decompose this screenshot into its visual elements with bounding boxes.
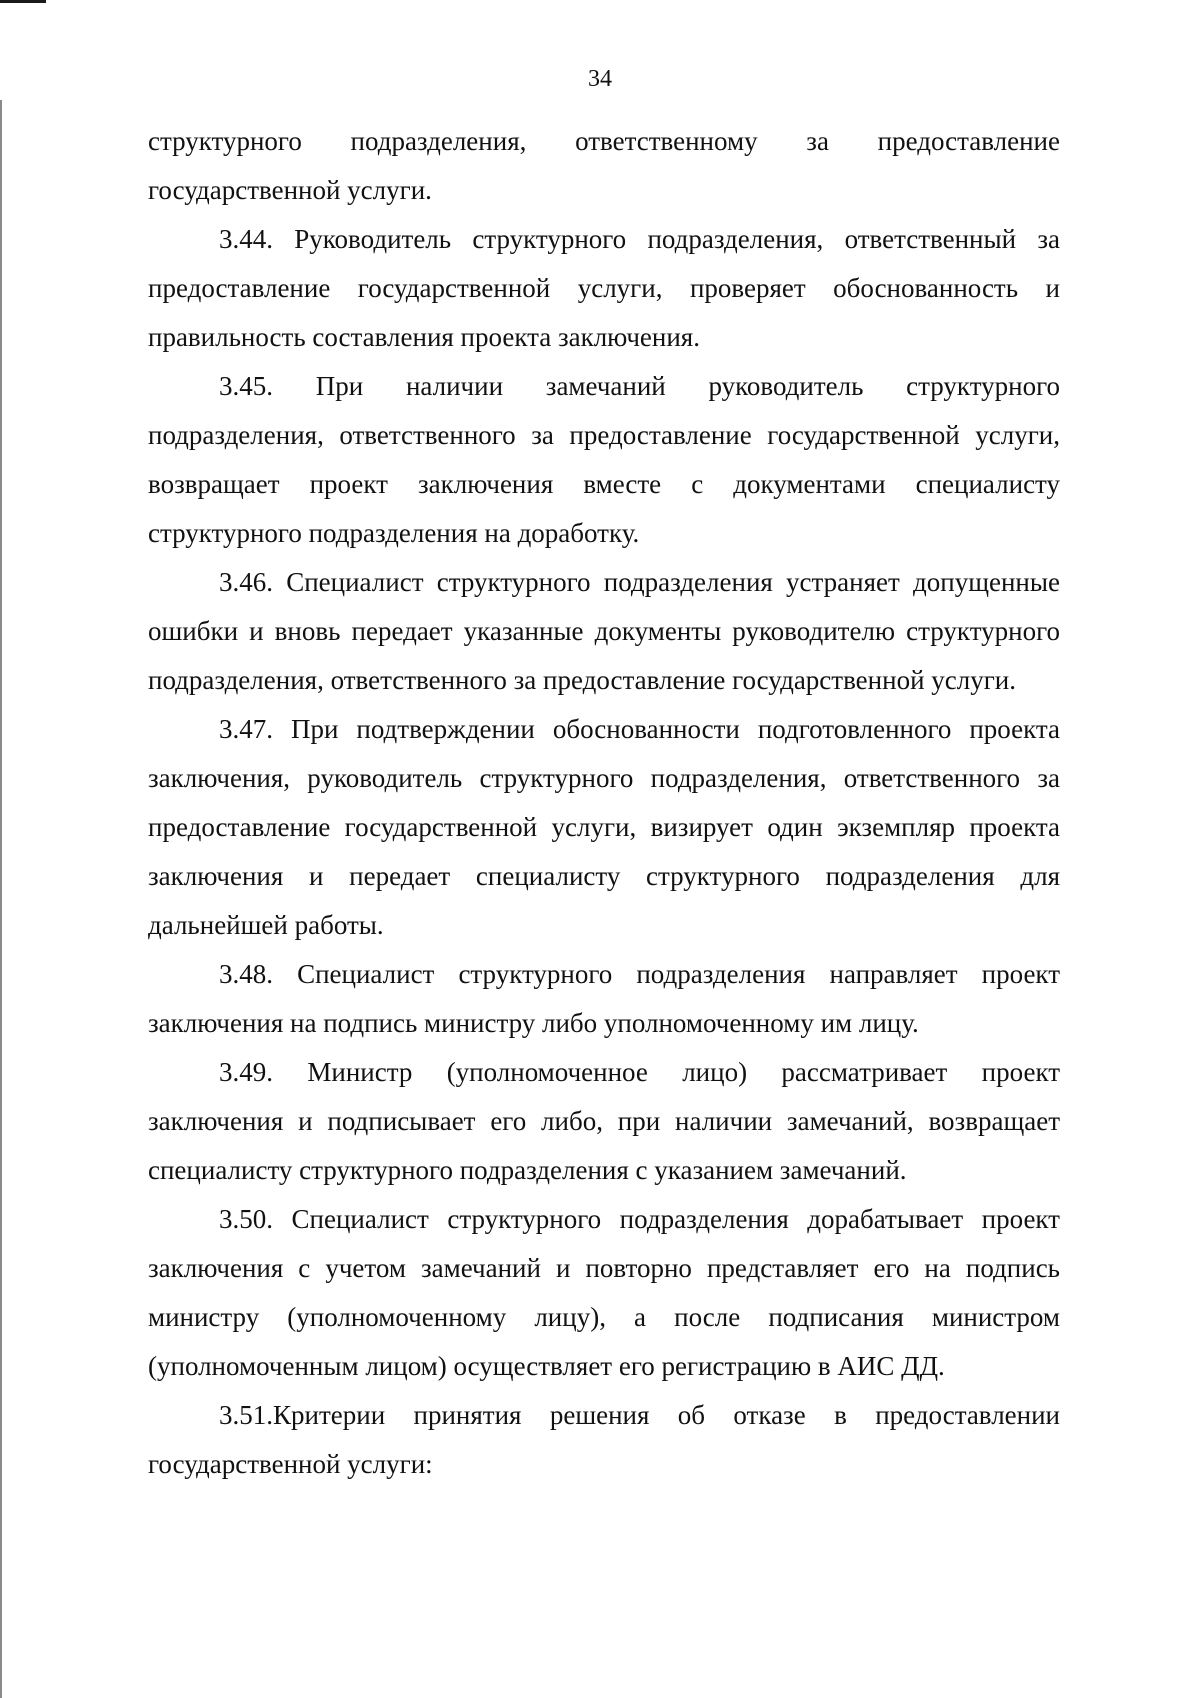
paragraph-3-47: 3.47. При подтверждении обоснованности подготовленного проекта заключения, руководитель структурного подразделения, ответственного за предоставление государственной услуги, визирует один экземпляр проекта заключения и передает специалисту структурного подразделения для дальнейшей работы. — [148, 714, 1060, 940]
page-number: 34 — [588, 66, 612, 92]
paragraph-continuation-rest: государственной услуги. — [148, 175, 432, 205]
paragraph-3-50: 3.50. Специалист структурного подразделения дорабатывает проект заключения с учетом замечаний и повторно представляет его на подпись министру (уполномоченному лицу), а после подписания министром (уполномоченным лицом) осуществляет его регистрацию в АИС ДД. — [148, 1204, 1060, 1381]
paragraph-3-45: 3.45. При наличии замечаний руководитель структурного подразделения, ответственного за предоставление государственной услуги, возвращает проект заключения вместе с документами специалисту структурного подразделения на доработку. — [148, 371, 1060, 548]
paragraph-continuation — [148, 117, 1060, 215]
paragraph-3-46: 3.46. Специалист структурного подразделения устраняет допущенные ошибки и вновь передает указанные документы руководителю структурного подразделения, ответственного за предоставление государственной услуги. — [148, 567, 1060, 695]
scan-edge-mark — [0, 0, 46, 3]
paragraph-3-49: 3.49. Министр (уполномоченное лицо) рассматривает проект заключения и подписывает его либо, при наличии замечаний, возвращает специалисту структурного подразделения с указанием замечаний. — [148, 1057, 1060, 1185]
paragraph-3-48: 3.48. Специалист структурного подразделения направляет проект заключения на подпись министру либо уполномоченному им лицу. — [148, 959, 1060, 1038]
paragraph-3-51: 3.51.Критерии принятия решения об отказе в предоставлении государственной услуги: — [148, 1400, 1060, 1479]
paragraph-continuation-first-line: структурного подразделения, ответственному за предоставление — [148, 126, 1060, 156]
document-body — [148, 117, 1060, 1489]
paragraph-3-44: 3.44. Руководитель структурного подразделения, ответственный за предоставление государственной услуги, проверяет обоснованность и правильность составления проекта заключения. — [148, 224, 1060, 352]
scan-edge-shadow — [0, 100, 2, 1698]
